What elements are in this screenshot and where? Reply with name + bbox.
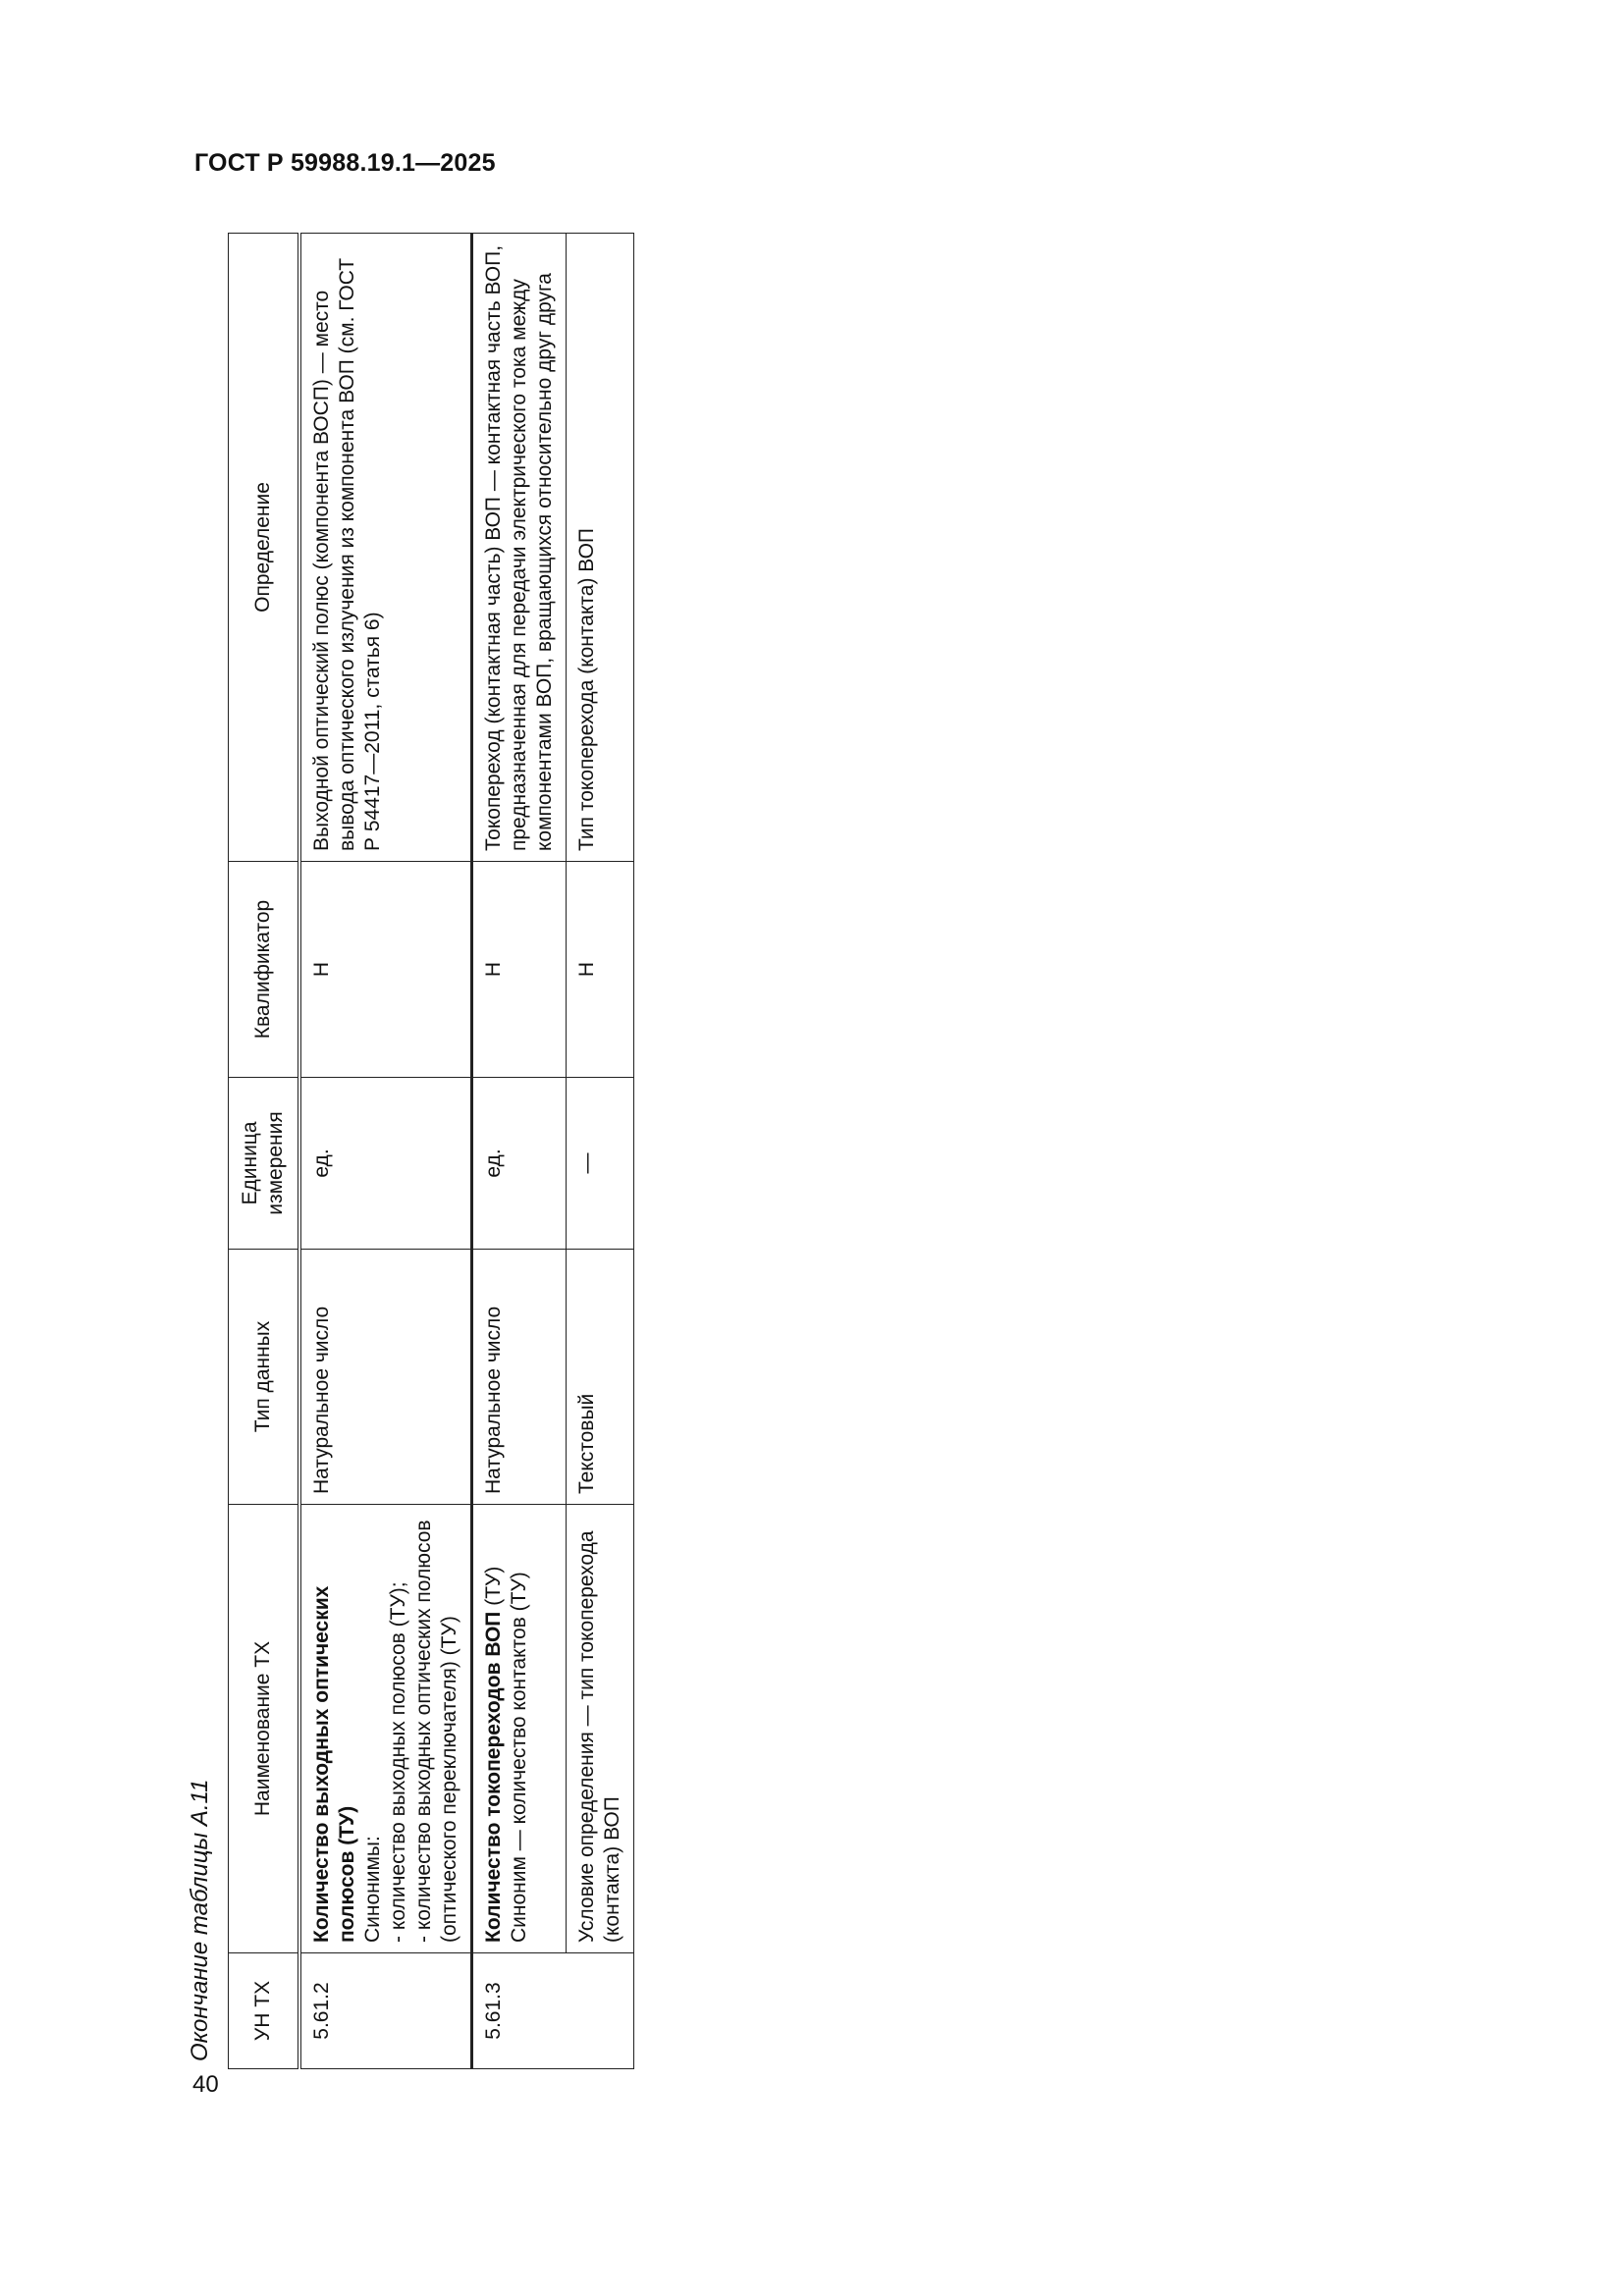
column-header-unit: Единица измерения [229, 1078, 300, 1250]
row-qualifier: Н [567, 862, 634, 1078]
row-unit: ед. [472, 1078, 567, 1250]
row-qualifier: Н [472, 862, 567, 1078]
column-header-name: Наименование ТХ [229, 1505, 300, 1953]
row-data-type: Натуральное число [472, 1250, 567, 1505]
row-name-suffix: (ТУ) [482, 1566, 505, 1612]
page-number: 40 [192, 2071, 219, 2098]
table-row [567, 234, 634, 2069]
row-name-bold: Количество токопереходов ВОП [482, 1611, 505, 1943]
table-caption: Окончание таблицы А.11 [187, 1779, 213, 2061]
row-name-line: Синоним — количество контактов (ТУ) [508, 1572, 530, 1943]
document-header: ГОСТ Р 59988.19.1—2025 [194, 149, 496, 177]
table-row [472, 234, 567, 2069]
row-data-type: Текстовый [567, 1250, 634, 1505]
row-definition: Выходной оптический полюс (компонента ВОСП) — место вывода оптического излучения из компонента ВОП (см. ГОСТ Р 54417—2011, статья 6) [299, 234, 472, 862]
row-name [299, 1505, 472, 1953]
rotated-table-block [187, 224, 785, 2079]
row-unit: ед. [299, 1078, 472, 1250]
table-row [299, 234, 472, 2069]
row-name-bold: Количество выходных оптических полюсов (ТУ) [310, 1585, 358, 1943]
table-header-row [229, 234, 300, 2069]
row-name: Условие определения — тип токоперехода (контакта) ВОП [567, 1505, 634, 1953]
row-name-line: - количество выходных оптических полюсов (оптического переключателя) (ТУ) [412, 1520, 460, 1943]
column-header-code: УН ТХ [229, 1953, 300, 2069]
row-definition: Тип токоперехода (контакта) ВОП [567, 234, 634, 862]
row-qualifier: Н [299, 862, 472, 1078]
row-data-type: Натуральное число [299, 1250, 472, 1505]
column-header-data-type: Тип данных [229, 1250, 300, 1505]
row-code: 5.61.2 [299, 1953, 472, 2069]
row-code: 5.61.3 [472, 1953, 634, 2069]
row-name-line: Синонимы: [361, 1836, 384, 1943]
row-name [472, 1505, 567, 1953]
row-name-line: - количество выходных полюсов (ТУ); [387, 1581, 409, 1943]
column-header-qualifier: Квалификатор [229, 862, 300, 1078]
row-definition: Токопереход (контактная часть) ВОП — контактная часть ВОП, предназначенная для передачи электрического тока между компонентами ВОП, вращающихся относительно друг друга [472, 234, 567, 862]
row-unit: — [567, 1078, 634, 1250]
characteristics-table [228, 233, 634, 2069]
column-header-definition: Определение [229, 234, 300, 862]
